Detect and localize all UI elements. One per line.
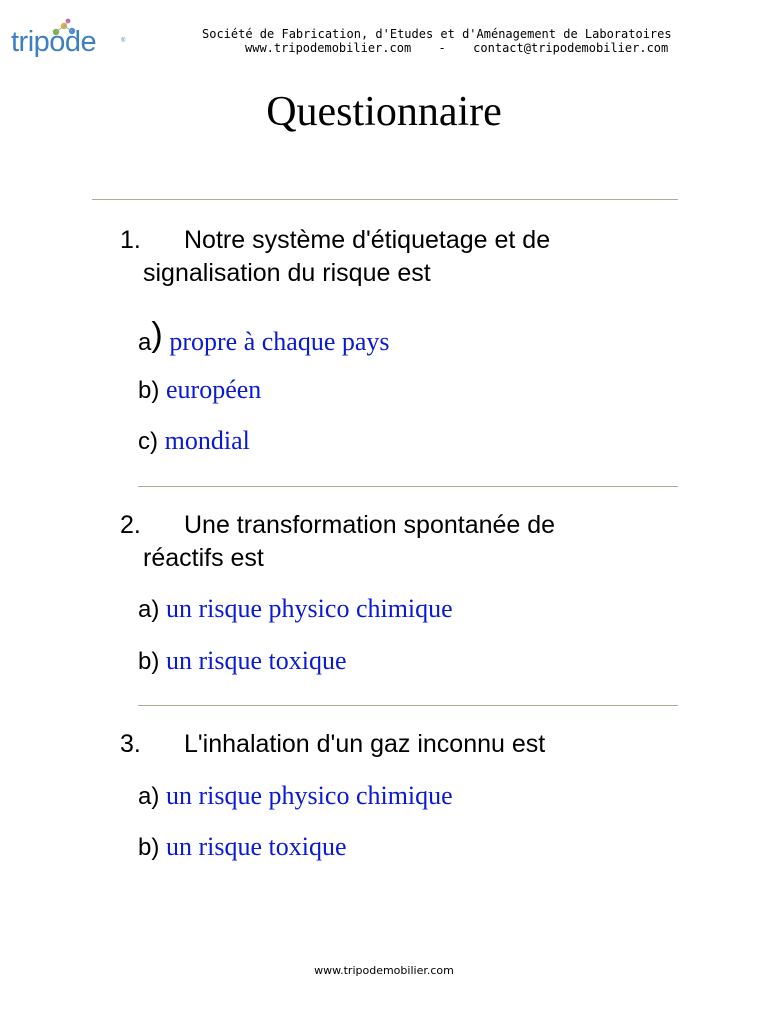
divider-1 [138, 486, 678, 487]
question-text-line2: réactifs est [143, 544, 264, 572]
answer-letter: a [138, 329, 152, 356]
answer-letter: b) [138, 834, 160, 861]
answer-2a[interactable] [138, 594, 453, 624]
divider-2 [138, 705, 678, 706]
answer-1b[interactable] [138, 375, 261, 405]
answer-text: un risque toxique [166, 646, 347, 675]
answer-text: un risque physico chimique [166, 594, 453, 623]
answer-text: propre à chaque pays [169, 327, 390, 356]
footer-website-link[interactable]: www.tripodemobilier.com [314, 964, 454, 977]
question-number: 3. [120, 730, 141, 758]
answer-letter: a) [138, 596, 160, 623]
answer-text: mondial [164, 426, 250, 455]
divider-top [92, 199, 678, 200]
answer-3a[interactable] [138, 781, 453, 811]
logo-wordmark: tripode [11, 26, 97, 58]
answer-text: un risque toxique [166, 832, 347, 861]
answer-letter: a) [138, 783, 160, 810]
question-2 [120, 509, 555, 575]
answer-paren: ) [151, 316, 163, 354]
answer-text: un risque physico chimique [166, 781, 453, 810]
answer-letter: c) [138, 428, 158, 455]
question-number: 1. [120, 226, 141, 254]
tripode-logo [8, 18, 128, 62]
header-email-link[interactable]: contact@tripodemobilier.com [473, 41, 669, 55]
company-name: Société de Fabrication, d'Etudes et d'Aménagement de Laboratoires [202, 27, 672, 41]
answer-letter: b) [138, 648, 160, 675]
question-text-line1: L'inhalation d'un gaz inconnu est [184, 730, 546, 758]
answer-3b[interactable] [138, 832, 347, 862]
header-website-link[interactable]: www.tripodemobilier.com [245, 41, 412, 55]
contact-line [245, 41, 668, 55]
header-separator: - [438, 41, 446, 55]
logo-trademark: ® [121, 38, 126, 44]
question-text-line1: Une transformation spontanée de [184, 511, 556, 539]
answer-1a[interactable] [138, 316, 390, 359]
question-text-line1: Notre système d'étiquetage et de [184, 226, 551, 254]
answer-letter: b) [138, 377, 160, 404]
page-title: Questionnaire [266, 89, 502, 135]
question-1 [120, 224, 550, 290]
question-3 [120, 728, 545, 761]
question-number: 2. [120, 511, 141, 539]
answer-1c[interactable] [138, 426, 250, 456]
answer-text: européen [166, 375, 262, 404]
question-text-line2: signalisation du risque est [143, 259, 431, 287]
answer-2b[interactable] [138, 646, 347, 676]
